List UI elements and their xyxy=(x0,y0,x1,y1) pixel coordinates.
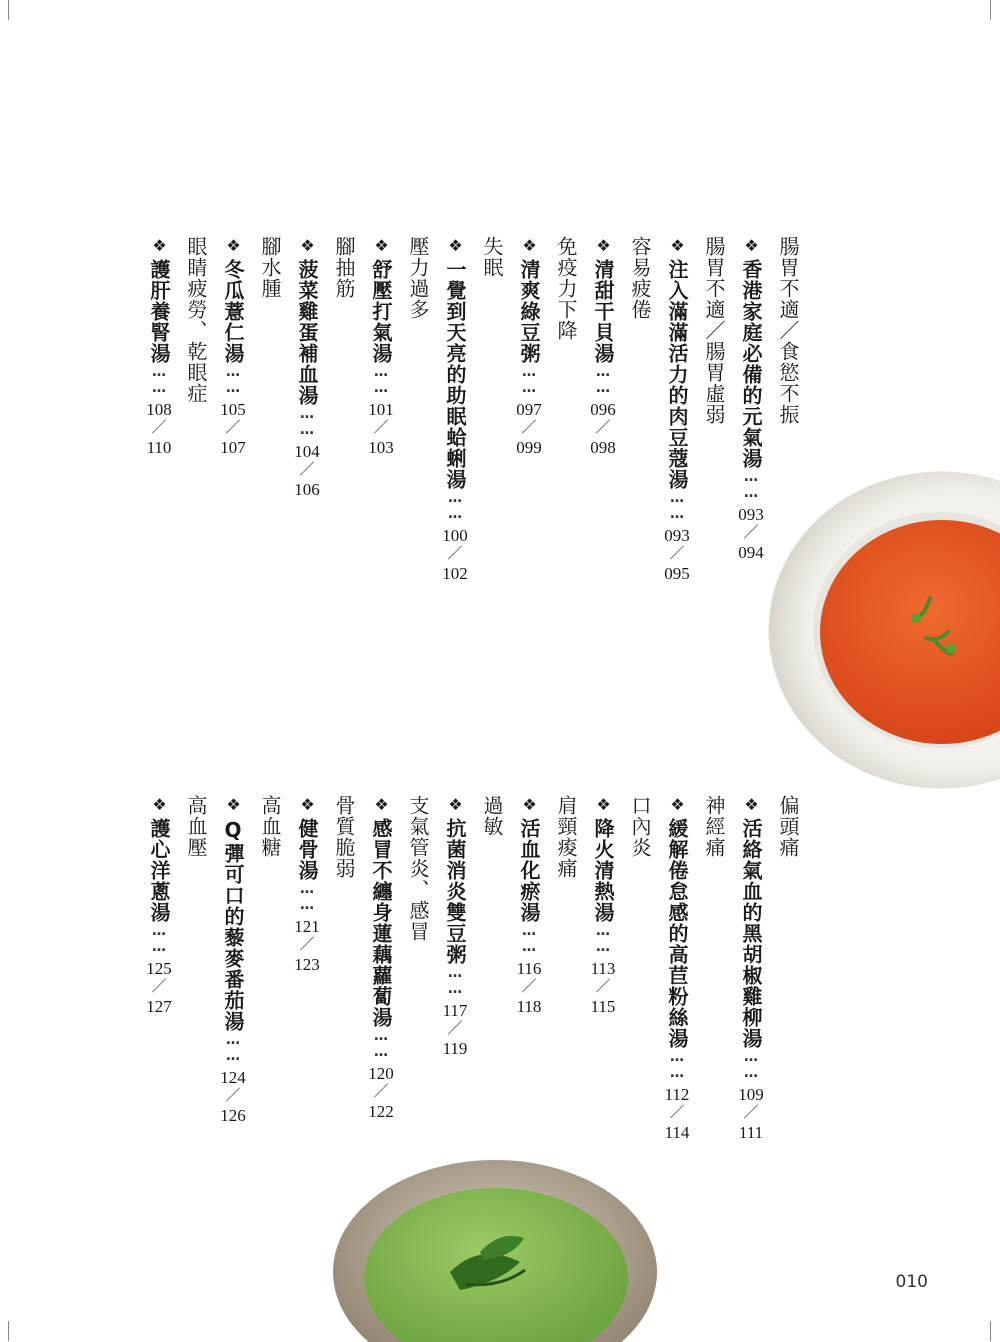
toc-entry xyxy=(519,236,539,396)
bullet-icon: ❖ xyxy=(298,795,317,814)
page-range xyxy=(504,400,554,457)
page-start: 117 xyxy=(442,1001,468,1020)
page-start: 113 xyxy=(590,959,616,978)
page-start: 105 xyxy=(220,400,246,419)
page-separator: ／ xyxy=(373,1084,389,1100)
page-range xyxy=(134,400,184,457)
toc-category: 腳水腫 xyxy=(258,236,282,299)
page-end: 118 xyxy=(516,997,542,1016)
bullet-icon: ❖ xyxy=(668,236,687,255)
toc-category: 高血糖 xyxy=(258,795,282,858)
page-end: 111 xyxy=(738,1123,764,1142)
page-range xyxy=(430,526,480,583)
toc-category: 腸胃不適／食慾不振 xyxy=(776,236,800,425)
toc-category: 過敏 xyxy=(480,795,504,837)
recipe-title: 健骨湯 xyxy=(295,818,319,881)
toc-entry xyxy=(371,795,391,1060)
leader-dots: …… xyxy=(521,923,537,955)
page-range xyxy=(282,442,332,499)
page-separator: ／ xyxy=(447,546,463,562)
toc-category: 免疫力下降 xyxy=(554,236,578,341)
page-separator: ／ xyxy=(151,420,167,436)
crop-mark-bottom-left xyxy=(8,1321,9,1341)
page-start: 109 xyxy=(738,1085,764,1104)
toc-entry xyxy=(149,236,169,396)
page-separator: ／ xyxy=(669,546,685,562)
page-end: 127 xyxy=(146,997,172,1016)
page-separator: ／ xyxy=(595,979,611,995)
bullet-icon: ❖ xyxy=(742,795,761,814)
page-end: 099 xyxy=(516,438,542,457)
page-start: 108 xyxy=(146,400,172,419)
page-start: 101 xyxy=(368,400,394,419)
page-start: 125 xyxy=(146,959,172,978)
toc-entry xyxy=(297,236,317,438)
page-range xyxy=(356,1064,406,1121)
toc-category: 支氣管炎、感冒 xyxy=(406,795,430,942)
leader-dots: …… xyxy=(743,1049,759,1081)
leader-dots: …… xyxy=(151,364,167,396)
leader-dots: …… xyxy=(595,923,611,955)
page-start: 093 xyxy=(738,505,764,524)
recipe-title: 香港家庭必備的元氣湯 xyxy=(739,259,763,469)
leader-dots: …… xyxy=(299,881,315,913)
bullet-icon: ❖ xyxy=(668,795,687,814)
leader-dots: …… xyxy=(447,965,463,997)
page-end: 114 xyxy=(664,1123,690,1142)
leader-dots: …… xyxy=(225,1032,241,1064)
page-separator: ／ xyxy=(225,1088,241,1104)
bullet-icon: ❖ xyxy=(372,795,391,814)
page-range xyxy=(282,917,332,974)
toc-entry xyxy=(519,795,539,955)
bullet-icon: ❖ xyxy=(446,795,465,814)
recipe-title: 緩解倦怠感的高苣粉絲湯 xyxy=(665,818,689,1049)
leader-dots: …… xyxy=(225,364,241,396)
toc-entry xyxy=(593,236,613,396)
recipe-title: 注入滿滿活力的肉豆蔻湯 xyxy=(665,259,689,490)
page-separator: ／ xyxy=(743,525,759,541)
toc-entry xyxy=(741,236,761,501)
page-separator: ／ xyxy=(521,420,537,436)
recipe-title: 清爽綠豆粥 xyxy=(517,259,541,364)
recipe-title: 舒壓打氣湯 xyxy=(369,259,393,364)
bullet-icon: ❖ xyxy=(224,795,243,814)
bullet-icon: ❖ xyxy=(742,236,761,255)
crop-mark-right xyxy=(990,0,991,20)
toc-category: 骨質脆弱 xyxy=(332,795,356,879)
page-number: 010 xyxy=(895,1272,928,1292)
crop-mark-left xyxy=(8,0,9,20)
leader-dots: …… xyxy=(447,490,463,522)
page-separator: ／ xyxy=(151,979,167,995)
toc-entry xyxy=(223,236,243,396)
green-soup-photo xyxy=(330,1152,660,1342)
page-separator: ／ xyxy=(299,937,315,953)
page-start: 097 xyxy=(516,400,542,419)
page-range xyxy=(726,505,776,562)
bullet-icon: ❖ xyxy=(150,795,169,814)
page-start: 096 xyxy=(590,400,616,419)
page-start: 100 xyxy=(442,526,468,545)
page-end: 106 xyxy=(294,480,320,499)
toc-entry xyxy=(445,795,465,997)
page-end: 122 xyxy=(368,1102,394,1121)
page-separator: ／ xyxy=(299,462,315,478)
toc-category: 偏頭痛 xyxy=(776,795,800,858)
toc-category: 失眠 xyxy=(480,236,504,278)
bullet-icon: ❖ xyxy=(594,236,613,255)
page-separator: ／ xyxy=(595,420,611,436)
toc-category: 腸胃不適／腸胃虛弱 xyxy=(702,236,726,425)
bullet-icon: ❖ xyxy=(372,236,391,255)
recipe-title: 降火清熱湯 xyxy=(591,818,615,923)
leader-dots: …… xyxy=(595,364,611,396)
page-start: 112 xyxy=(664,1085,690,1104)
page-range xyxy=(578,959,628,1016)
toc-entry xyxy=(223,795,243,1064)
page-end: 119 xyxy=(442,1039,468,1058)
bullet-icon: ❖ xyxy=(298,236,317,255)
page-separator: ／ xyxy=(521,979,537,995)
recipe-title: 活絡氣血的黑胡椒雞柳湯 xyxy=(739,818,763,1049)
leader-dots: …… xyxy=(743,469,759,501)
recipe-title: 護心洋蔥湯 xyxy=(147,818,171,923)
leader-dots: …… xyxy=(669,1049,685,1081)
toc-category: 容易疲倦 xyxy=(628,236,652,320)
page-end: 107 xyxy=(220,438,246,457)
page-end: 098 xyxy=(590,438,616,457)
bullet-icon: ❖ xyxy=(594,795,613,814)
page-range xyxy=(578,400,628,457)
toc-category: 壓力過多 xyxy=(406,236,430,320)
page-end: 094 xyxy=(738,543,764,562)
toc-entry xyxy=(593,795,613,955)
page-start: 120 xyxy=(368,1064,394,1083)
toc-entry xyxy=(667,236,687,522)
recipe-title: 冬瓜薏仁湯 xyxy=(221,259,245,364)
page-separator: ／ xyxy=(373,420,389,436)
leader-dots: …… xyxy=(669,490,685,522)
page-start: 093 xyxy=(664,526,690,545)
page-range xyxy=(652,526,702,583)
toc-category: 腳抽筋 xyxy=(332,236,356,299)
page-start: 121 xyxy=(294,917,320,936)
toc-category: 口內炎 xyxy=(628,795,652,858)
bullet-icon: ❖ xyxy=(520,236,539,255)
toc-entry xyxy=(445,236,465,522)
recipe-title: Q彈可口的藜麥番茄湯 xyxy=(221,818,245,1032)
leader-dots: …… xyxy=(373,1028,389,1060)
page-start: 116 xyxy=(516,959,542,978)
page-end: 103 xyxy=(368,438,394,457)
page-separator: ／ xyxy=(743,1105,759,1121)
page-range xyxy=(134,959,184,1016)
crop-mark-bottom-right xyxy=(990,1321,991,1341)
leader-dots: …… xyxy=(373,364,389,396)
page-separator: ／ xyxy=(447,1021,463,1037)
page-start: 124 xyxy=(220,1068,246,1087)
recipe-title: 菠菜雞蛋補血湯 xyxy=(295,259,319,406)
page-separator: ／ xyxy=(669,1105,685,1121)
recipe-title: 感冒不纏身蓮藕蘿蔔湯 xyxy=(369,818,393,1028)
bullet-icon: ❖ xyxy=(150,236,169,255)
recipe-title: 護肝養腎湯 xyxy=(147,259,171,364)
page-range xyxy=(208,400,258,457)
leader-dots: …… xyxy=(151,923,167,955)
recipe-title: 一覺到天亮的助眠蛤蜊湯 xyxy=(443,259,467,490)
page-range xyxy=(504,959,554,1016)
toc-entry xyxy=(741,795,761,1081)
toc-entry xyxy=(371,236,391,396)
bullet-icon: ❖ xyxy=(224,236,243,255)
toc-category: 眼睛疲勞、乾眼症 xyxy=(184,236,208,404)
tomato-soup-photo xyxy=(766,470,1000,790)
page-range xyxy=(726,1085,776,1142)
page-end: 110 xyxy=(146,438,172,457)
toc-category: 肩頸痠痛 xyxy=(554,795,578,879)
page-end: 095 xyxy=(664,564,690,583)
page-range xyxy=(208,1068,258,1125)
leader-dots: …… xyxy=(521,364,537,396)
page-range xyxy=(356,400,406,457)
page-range xyxy=(430,1001,480,1058)
page-end: 126 xyxy=(220,1106,246,1125)
bullet-icon: ❖ xyxy=(446,236,465,255)
toc-category: 神經痛 xyxy=(702,795,726,858)
page-end: 115 xyxy=(590,997,616,1016)
page-end: 102 xyxy=(442,564,468,583)
leader-dots: …… xyxy=(299,406,315,438)
page-separator: ／ xyxy=(225,420,241,436)
toc-entry xyxy=(297,795,317,913)
toc-category: 高血壓 xyxy=(184,795,208,858)
toc-entry xyxy=(667,795,687,1081)
page-range xyxy=(652,1085,702,1142)
recipe-title: 活血化瘀湯 xyxy=(517,818,541,923)
toc-entry xyxy=(149,795,169,955)
recipe-title: 抗菌消炎雙豆粥 xyxy=(443,818,467,965)
bullet-icon: ❖ xyxy=(520,795,539,814)
page-start: 104 xyxy=(294,442,320,461)
page-end: 123 xyxy=(294,955,320,974)
recipe-title: 清甜干貝湯 xyxy=(591,259,615,364)
